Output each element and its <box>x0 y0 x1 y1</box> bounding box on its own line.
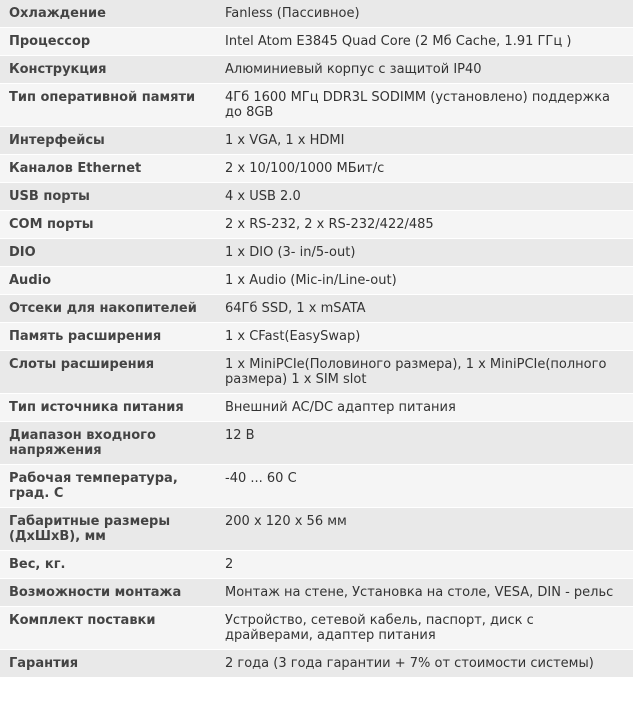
spec-value: Intel Atom E3845 Quad Core (2 Мб Cache, 1.91 ГГц ) <box>217 28 633 56</box>
spec-label: Тип источника питания <box>0 394 217 422</box>
spec-row-input-voltage <box>0 422 633 465</box>
spec-label: Рабочая температура, град. С <box>0 465 217 508</box>
spec-row-usb <box>0 183 633 211</box>
spec-label: Отсеки для накопителей <box>0 295 217 323</box>
spec-row-expansion-memory <box>0 323 633 351</box>
spec-label: Габаритные размеры (ДхШхВ), мм <box>0 508 217 551</box>
spec-value: 64Гб SSD, 1 x mSATA <box>217 295 633 323</box>
spec-row-mounting <box>0 579 633 607</box>
spec-row-dimensions <box>0 508 633 551</box>
spec-label: DIO <box>0 239 217 267</box>
spec-row-audio <box>0 267 633 295</box>
spec-value: Fanless (Пассивное) <box>217 0 633 28</box>
spec-value: 200 x 120 x 56 мм <box>217 508 633 551</box>
spec-label: Audio <box>0 267 217 295</box>
spec-row-cooling <box>0 0 633 28</box>
spec-value: 1 x Audio (Mic-in/Line-out) <box>217 267 633 295</box>
spec-row-warranty <box>0 650 633 678</box>
spec-label: Диапазон входного напряжения <box>0 422 217 465</box>
spec-row-construction <box>0 56 633 84</box>
spec-label: Каналов Ethernet <box>0 155 217 183</box>
spec-row-dio <box>0 239 633 267</box>
spec-value: 12 В <box>217 422 633 465</box>
spec-value: Монтаж на стене, Установка на столе, VESA, DIN - рельс <box>217 579 633 607</box>
spec-label: Тип оперативной памяти <box>0 84 217 127</box>
spec-label: USB порты <box>0 183 217 211</box>
spec-label: Гарантия <box>0 650 217 678</box>
spec-value: 1 x MiniPCIe(Половиного размера), 1 x MiniPCIe(полного размера) 1 x SIM slot <box>217 351 633 394</box>
spec-value: Устройство, сетевой кабель, паспорт, диск с драйверами, адаптер питания <box>217 607 633 650</box>
spec-value: 2 x RS-232, 2 x RS-232/422/485 <box>217 211 633 239</box>
spec-value: -40 ... 60 С <box>217 465 633 508</box>
spec-value: 1 x DIO (3- in/5-out) <box>217 239 633 267</box>
spec-row-storage <box>0 295 633 323</box>
spec-row-temperature <box>0 465 633 508</box>
spec-value: 1 x CFast(EasySwap) <box>217 323 633 351</box>
spec-label: Вес, кг. <box>0 551 217 579</box>
spec-label: Возможности монтажа <box>0 579 217 607</box>
spec-value: 2 года (3 года гарантии + 7% от стоимости системы) <box>217 650 633 678</box>
spec-label: COM порты <box>0 211 217 239</box>
spec-value: Внешний AC/DC адаптер питания <box>217 394 633 422</box>
spec-row-memory <box>0 84 633 127</box>
spec-row-weight <box>0 551 633 579</box>
spec-label: Слоты расширения <box>0 351 217 394</box>
spec-row-interfaces <box>0 127 633 155</box>
spec-label: Память расширения <box>0 323 217 351</box>
spec-value: 4Гб 1600 МГц DDR3L SODIMM (установлено) поддержка до 8GB <box>217 84 633 127</box>
spec-row-power-source <box>0 394 633 422</box>
spec-value: 2 <box>217 551 633 579</box>
spec-row-processor <box>0 28 633 56</box>
spec-value: Алюминиевый корпус с защитой IP40 <box>217 56 633 84</box>
spec-value: 1 x VGA, 1 x HDMI <box>217 127 633 155</box>
spec-value: 4 x USB 2.0 <box>217 183 633 211</box>
spec-row-package <box>0 607 633 650</box>
spec-row-ethernet <box>0 155 633 183</box>
spec-label: Интерфейсы <box>0 127 217 155</box>
spec-label: Конструкция <box>0 56 217 84</box>
spec-value: 2 x 10/100/1000 МБит/с <box>217 155 633 183</box>
spec-label: Процессор <box>0 28 217 56</box>
spec-label: Комплект поставки <box>0 607 217 650</box>
spec-row-expansion-slots <box>0 351 633 394</box>
spec-label: Охлаждение <box>0 0 217 28</box>
spec-row-com <box>0 211 633 239</box>
